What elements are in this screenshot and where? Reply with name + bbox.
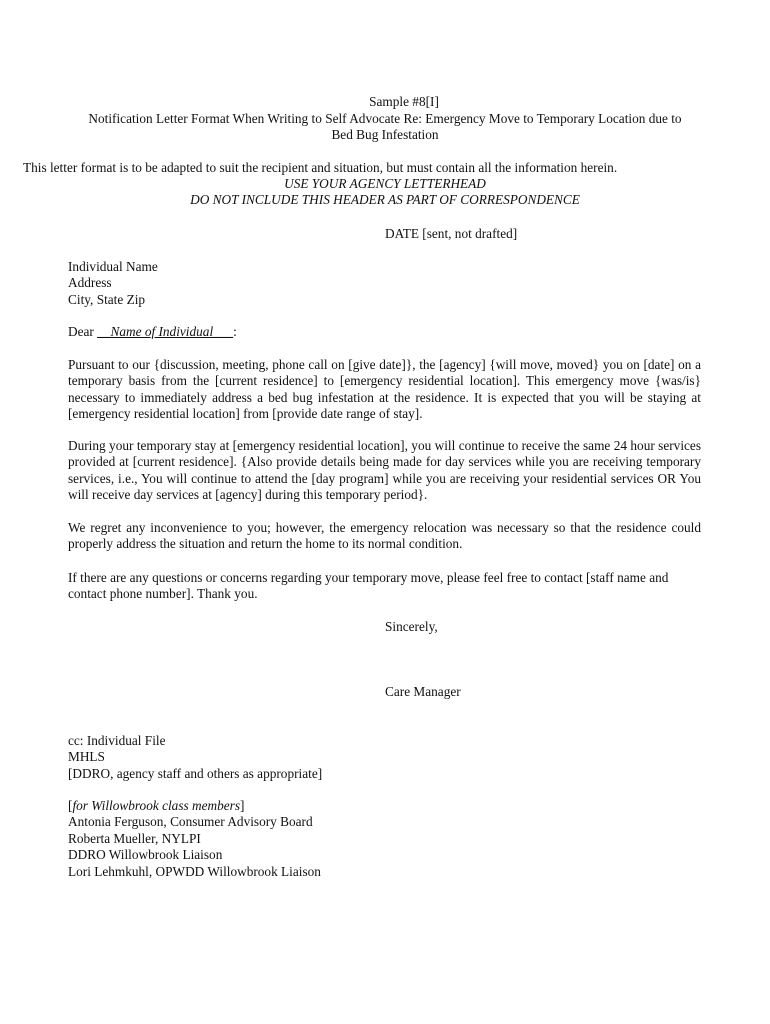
letter-date-text: DATE [sent, not drafted]	[385, 226, 518, 241]
willowbrook-list	[68, 798, 321, 880]
signer-title	[385, 684, 461, 700]
signer-title-text: Care Manager	[385, 684, 461, 699]
willowbrook-label	[68, 798, 321, 814]
sample-number	[0, 94, 770, 110]
willowbrook-name: Antonia Ferguson, Consumer Advisory Board	[68, 814, 313, 830]
willowbrook-name: DDRO Willowbrook Liaison	[68, 847, 223, 863]
salutation	[68, 324, 237, 340]
recipient-address-line: Address	[68, 275, 112, 291]
body-paragraph-2	[68, 438, 701, 504]
salutation-suffix: :	[233, 324, 237, 339]
letter-title	[20, 111, 750, 144]
willowbrook-open-bracket: [	[68, 798, 73, 813]
letter-title-line1: Notification Letter Format When Writing to Self Advocate Re: Emergency Move to Temporary Location due to	[88, 111, 682, 126]
cc-line-2: MHLS	[68, 749, 105, 765]
recipient-name: Individual Name	[68, 259, 158, 274]
cc-line-3: [DDRO, agency staff and others as appropriate]	[68, 765, 323, 781]
body-paragraph-3-text: We regret any inconvenience to you; however, the emergency relocation was necessary so that the residence could properly address the situation and return the home to its normal condition.	[68, 520, 701, 552]
salutation-prefix: Dear	[68, 324, 98, 339]
closing-sincerely-text: Sincerely,	[385, 619, 438, 634]
body-paragraph-1-text: Pursuant to our {discussion, meeting, phone call on [give date]}, the [agency] {will move, moved} you on [date] on a temporary basis from the [current residence] to [emergency residential location]. This emergency move {was/is} necessary to immediately address a bed bug infestation at the residence. It is expected that you will be staying at [emergency residential location] from [provide date range of stay].	[68, 357, 701, 422]
letter-title-line2: Bed Bug Infestation	[331, 127, 439, 143]
no-header-instruction-text: DO NOT INCLUDE THIS HEADER AS PART OF CORRESPONDENCE	[190, 192, 580, 208]
cc-list	[68, 733, 322, 782]
letterhead-instruction	[0, 176, 770, 209]
body-paragraph-4-line1: If there are any questions or concerns regarding your temporary move, please feel free to contact [staff name and	[68, 570, 669, 585]
recipient-city: City, State Zip	[68, 291, 146, 307]
cc-line-1: cc: Individual File	[68, 733, 166, 748]
salutation-name: __Name of Individual___	[97, 324, 234, 339]
adapt-instruction	[23, 160, 763, 176]
willowbrook-close-bracket: ]	[240, 798, 245, 813]
body-paragraph-3	[68, 520, 701, 553]
body-paragraph-1	[68, 357, 701, 423]
body-paragraph-4-line2: contact phone number]. Thank you.	[68, 586, 258, 602]
closing-sincerely	[385, 619, 438, 635]
body-paragraph-4	[68, 570, 728, 603]
letterhead-instruction-text: USE YOUR AGENCY LETTERHEAD	[284, 176, 486, 191]
letter-date	[385, 226, 517, 242]
willowbrook-name: Lori Lehmkuhl, OPWDD Willowbrook Liaison	[68, 863, 321, 879]
body-paragraph-2-text: During your temporary stay at [emergency residential location], you will continue to receive the same 24 hour services provided at [current residence]. {Also provide details being made for day services while you are receiving temporary services, i.e., You will continue to attend the [day program] while you are receiving your residential services OR You will receive day services at [agency] during this temporary period}.	[68, 438, 701, 503]
sample-number-text: Sample #8[I]	[369, 94, 439, 109]
willowbrook-name: Roberta Mueller, NYLPI	[68, 830, 201, 846]
willowbrook-label-text: for Willowbrook class members	[72, 798, 240, 813]
adapt-instruction-text: This letter format is to be adapted to suit the recipient and situation, but must contain all the information herein.	[23, 160, 618, 175]
recipient-address	[68, 259, 158, 308]
